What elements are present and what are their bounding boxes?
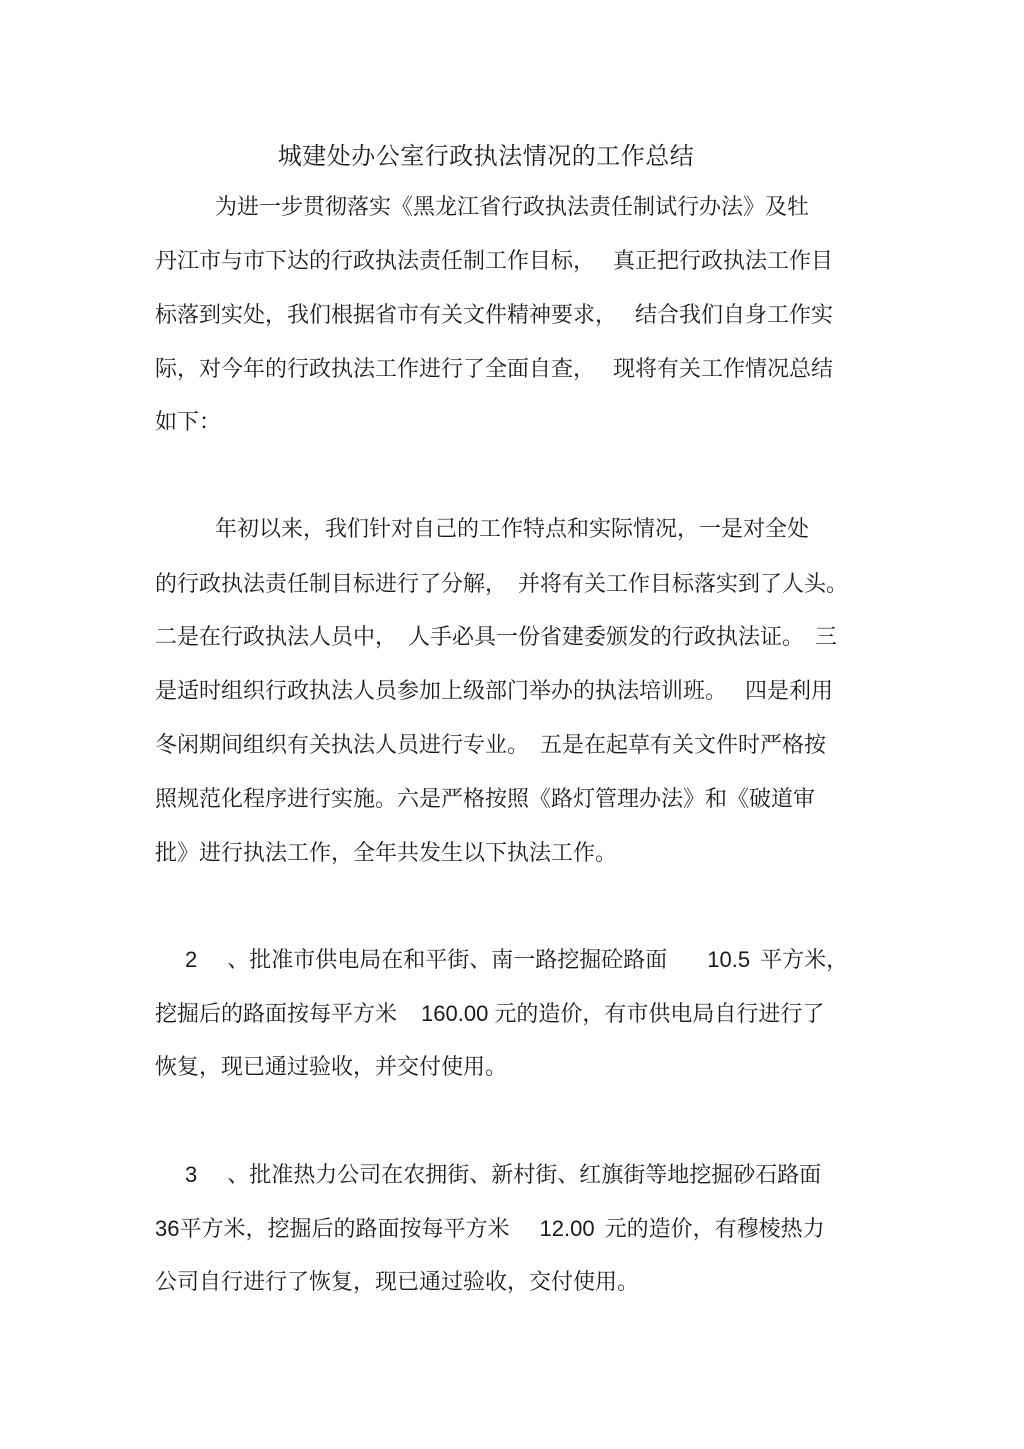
paragraph-2-line-5: 冬闲期间组织有关执法人员进行专业。 五是在起草有关文件时严格按 [155, 733, 827, 758]
item-3-area: 36 [155, 1216, 180, 1241]
item-2-price: 160.00 [421, 1001, 489, 1026]
paragraph-1-line-5: 如下： [155, 410, 222, 435]
paragraph-2-line-7: 批》进行执法工作，全年共发生以下执法工作。 [155, 841, 618, 866]
item-2-text-a: 、批准市供电局在和平街、南一路挖掘砼路面 [227, 948, 668, 973]
item-3-line-3: 公司自行进行了恢复，现已通过验收，交付使用。 [155, 1270, 640, 1295]
item-2-area: 10.5 [707, 947, 751, 972]
paragraph-1-line-1: 为进一步贯彻落实《黑龙江省行政执法责任制试行办法》及牡 [215, 195, 810, 220]
paragraph-2-line-4: 是适时组织行政执法人员参加上级部门举办的执法培训班。 四是利用 [155, 679, 833, 704]
paragraph-1-line-4: 际，对今年的行政执法工作进行了全面自查， 现将有关工作情况总结 [155, 357, 833, 382]
paragraph-1-line-2: 丹江市与市下达的行政执法责任制工作目标， 真正把行政执法工作目 [155, 249, 833, 274]
item-3-number: 3 [185, 1162, 198, 1187]
paragraph-2-line-2: 的行政执法责任制目标进行了分解， 并将有关工作目标落实到了人头。 [155, 572, 849, 597]
item-2-line-2-text-b: 元的造价，有市供电局自行进行了 [494, 1002, 825, 1027]
item-3-line-1 [185, 1160, 821, 1191]
paragraph-2-line-1: 年初以来，我们针对自己的工作特点和实际情况，一是对全处 [215, 517, 810, 542]
item-2-line-2-text-a: 挖掘后的路面按每平方米 [155, 1002, 398, 1027]
paragraph-2-line-6: 照规范化程序进行实施。六是严格按照《路灯管理办法》和《破道审 [155, 787, 816, 812]
item-2-line-3: 恢复，现已通过验收，并交付使用。 [155, 1055, 508, 1080]
paragraph-2-line-3: 二是在行政执法人员中， 人手必具一份省建委颁发的行政执法证。 三 [155, 625, 838, 650]
item-3-price: 12.00 [539, 1216, 595, 1241]
item-3-line-2-text-b: 元的造价，有穆棱热力 [604, 1217, 825, 1242]
item-2-line-2 [155, 999, 824, 1030]
item-3-line-2-text-a: 平方米，挖掘后的路面按每平方米 [179, 1217, 510, 1242]
item-3-text: 、批准热力公司在农拥街、新村街、红旗街等地挖掘砂石路面 [227, 1163, 822, 1188]
item-2-number: 2 [185, 947, 198, 972]
paragraph-1-line-3: 标落到实处，我们根据省市有关文件精神要求， 结合我们自身工作实 [155, 303, 833, 328]
item-2-text-b: 平方米， [760, 948, 849, 973]
item-3-line-2 [155, 1214, 825, 1245]
document-title: 城建处办公室行政执法情况的工作总结 [277, 142, 695, 170]
item-2-line-1 [185, 945, 848, 976]
